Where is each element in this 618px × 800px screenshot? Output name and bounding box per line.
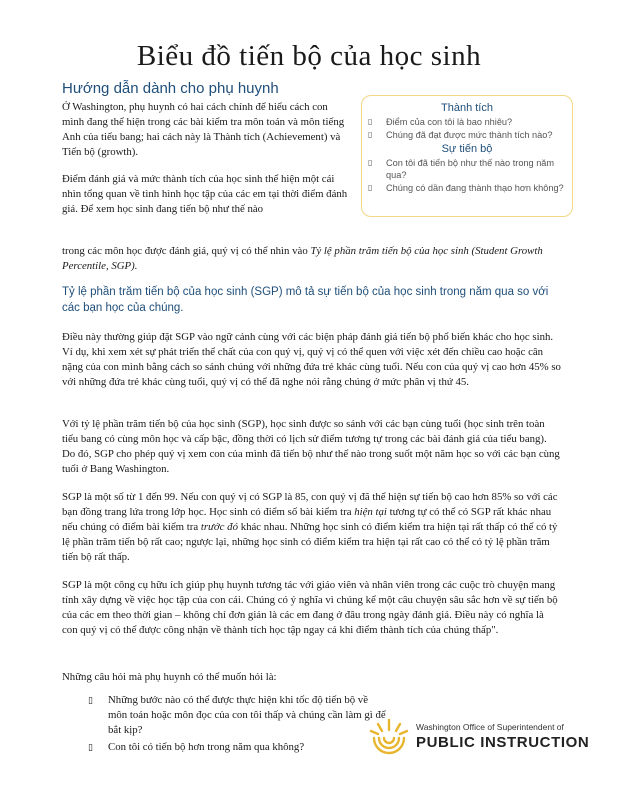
sidebar-callout [361, 95, 573, 217]
sidebar-list-growth [362, 157, 572, 194]
bullet-icon: ▯ [88, 695, 93, 705]
paragraph-text: tương tự có thể có SGP rất khác nhau nếu chúng có điểm bài kiểm tra [62, 506, 552, 533]
bullet-icon: ▯ [368, 183, 373, 192]
intro-paragraph-1: Ở Washington, phụ huynh có hai cách chính để hiểu cách con mình đang thể hiện trong các bài kiểm tra môn toán và môn tiếng Anh của tiểu bang; hai cách này là Thành tích (Achievement) và Tiến bộ (growth). [62, 101, 345, 158]
sidebar-item-text: Con tôi đã tiến bộ như thế nào trong năm qua? [386, 158, 555, 180]
intro-continuation [62, 244, 562, 274]
list-item [368, 157, 566, 181]
sidebar-heading-achievement: Thành tích [441, 102, 493, 114]
sunburst-logo-icon [368, 716, 410, 756]
emphasis-text: trước đó [200, 521, 238, 533]
sgp-term: Tỷ lệ phần trăm tiến bộ của học sinh (Student Growth Percentile, SGP). [62, 245, 543, 272]
bullet-icon: ▯ [368, 117, 373, 126]
paragraph-range [62, 490, 562, 565]
sidebar-heading-growth: Sự tiến bộ [441, 143, 493, 155]
intro-section [62, 100, 350, 229]
list-item [368, 129, 566, 141]
list-item [368, 116, 566, 128]
paragraph-context [62, 330, 562, 390]
logo-org-text: Washington Office of Superintendent of [416, 722, 564, 732]
paragraph-questions-intro [62, 670, 562, 685]
question-text: Những bước nào có thể được thực hiện khi tốc độ tiến bộ về môn toán hoặc môn đọc của con tôi thấp và chúng cần làm gì để bắt kịp? [108, 694, 386, 736]
parents-guide-heading: Hướng dẫn dành cho phụ huynh [62, 80, 279, 97]
bullet-icon: ▯ [368, 158, 373, 167]
bullet-icon: ▯ [368, 130, 373, 139]
paragraph-usefulness [62, 578, 562, 638]
bullet-icon: ▯ [88, 742, 93, 752]
paragraph-text: Điều này thường giúp đặt SGP vào ngữ cảnh cùng với các biện pháp đánh giá tiến bộ phổ biến khác cho học sinh. Ví dụ, khi xem xét sự phát triển thể chất của con quý vị, quý vị có thể quen với việc xét đến chiều cao hoặc cân nặng của con mình bằng cách so sánh chúng với những đứa trẻ khác cùng tuổi. Nếu con của quý vị cao hơn 45% so với những đứa trẻ khác cùng tuổi, quý vị có thể đã nghe nói rằng chúng ở mức phân vị thứ 45. [62, 331, 561, 388]
paragraph-text: Những câu hỏi mà phụ huynh có thể muốn hỏi là: [62, 671, 277, 683]
question-text: Con tôi có tiến bộ hơn trong năm qua không? [108, 741, 305, 753]
paragraph-text: SGP là một công cụ hữu ích giúp phụ huynh tương tác với giáo viên và nhân viên trong các cuộc trò chuyện mang tính xây dựng về việc học tập của con cái. Chúng có ý nghĩa vì chúng kể một câu chuyện sâu sắc hơn về sự tiến bộ của các em theo thời gian – không chỉ đơn giản là các em đang ở đâu trong ngày đánh giá. Điều này có nghĩa là con quý vị có thể được công nhận về thành tích học tập ngay cả khi điểm thành tích của chúng thấp". [62, 579, 558, 636]
paragraph-text: khác nhau. Những học sinh có điểm kiểm tra hiện tại rất thấp có thể có tỷ lệ phần trăm tiến bộ rất cao; ngược lại, những học sinh có điểm kiểm tra hiện tại rất cao có thể có tỷ lệ phần trăm tiến bộ rất thấp. [62, 521, 558, 563]
logo-name-text: PUBLIC INSTRUCTION [416, 734, 590, 751]
sidebar-item-text: Điểm của con tôi là bao nhiêu? [386, 117, 513, 127]
sidebar-list-achievement [362, 116, 572, 141]
sidebar-item-text: Chúng đã đạt được mức thành tích nào? [386, 130, 553, 140]
list-item [88, 693, 388, 738]
ospi-logo [368, 716, 608, 756]
continuation-text: trong các môn học được đánh giá, quý vị có thể nhìn vào [62, 245, 308, 257]
paragraph-text: Với tỷ lệ phần trăm tiến bộ của học sinh (SGP), học sinh được so sánh với các bạn cùng tuổi (học sinh trên toàn tiểu bang có cùng môn học và cấp bậc, đồng thời có lịch sử điểm tương tự trong các bài đánh giá của tiểu bang). Do đó, SGP cho phép quý vị xem con của mình đã tiến bộ như thế nào trong suốt một năm học so với các bạn cùng tuổi ở Bang Washington. [62, 418, 560, 475]
parent-questions-list [88, 693, 388, 757]
sidebar-item-text: Chúng có dần đang thành thạo hơn không? [386, 183, 564, 193]
list-item [88, 740, 388, 755]
page-title: Biểu đồ tiến bộ của học sinh [136, 40, 482, 72]
emphasis-text: hiện tại [354, 506, 387, 518]
intro-paragraph-2: Điểm đánh giá và mức thành tích của học sinh thể hiện một cái nhìn tổng quan về tình hình học tập của các em tại thời điểm đánh giá. Để xem học sinh đang tiến bộ như thế nào [62, 173, 348, 215]
paragraph-comparison [62, 417, 562, 477]
list-item [368, 182, 566, 194]
paragraph-text: SGP là một số từ 1 đến 99. Nếu con quý vị có SGP là 85, con quý vị đã thể hiện sự tiến bộ cao hơn 85% so với các bạn đồng trang lứa trong lớp học. Học sinh có điểm số bài kiểm tra [62, 491, 558, 518]
sgp-section-heading: Tỷ lệ phần trăm tiến bộ của học sinh (SGP) mô tả sự tiến bộ của học sinh trong năm qua so với các bạn học của chúng. [62, 286, 549, 314]
